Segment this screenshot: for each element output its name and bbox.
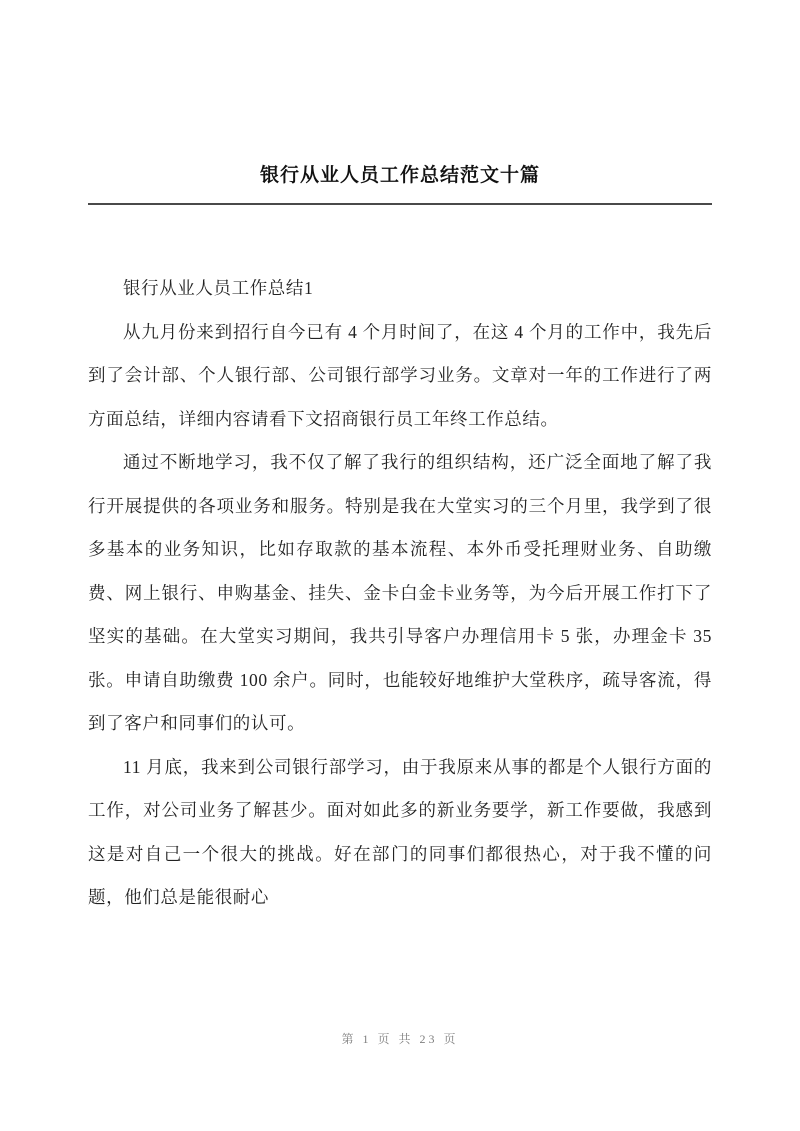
paragraph: 通过不断地学习，我不仅了解了我行的组织结构，还广泛全面地了解了我行开展提供的各项业务和服务。特别是我在大堂实习的三个月里，我学到了很多基本的业务知识，比如存取款的基本流程、本外币受托理财业务、自助缴费、网上银行、申购基金、挂失、金卡白金卡业务等，为今后开展工作打下了坚实的基础。在大堂实习期间，我共引导客户办理信用卡 5 张，办理金卡 35 张。申请自助缴费 100 余户。同时，也能较好地维护大堂秩序，疏导客流，得到了客户和同事们的认可。 xyxy=(88,452,712,733)
paragraph: 银行从业人员工作总结1 xyxy=(123,278,314,298)
document-body xyxy=(88,267,712,920)
title-divider xyxy=(88,203,712,205)
paragraph: 从九月份来到招行自今已有 4 个月时间了，在这 4 个月的工作中，我先后到了会计部、个人银行部、公司银行部学习业务。文章对一年的工作进行了两方面总结，详细内容请看下文招商银行员工年终工作总结。 xyxy=(88,321,712,429)
document-title: 银行从业人员工作总结范文十篇 xyxy=(259,165,540,186)
page-number-footer: 第 1 页 共 23 页 xyxy=(341,1032,459,1046)
paragraph: 11 月底，我来到公司银行部学习，由于我原来从事的都是个人银行方面的工作，对公司业务了解甚少。面对如此多的新业务要学，新工作要做，我感到这是对自己一个很大的挑战。好在部门的同事们都很热心，对于我不懂的问题，他们总是能很耐心 xyxy=(88,756,712,907)
